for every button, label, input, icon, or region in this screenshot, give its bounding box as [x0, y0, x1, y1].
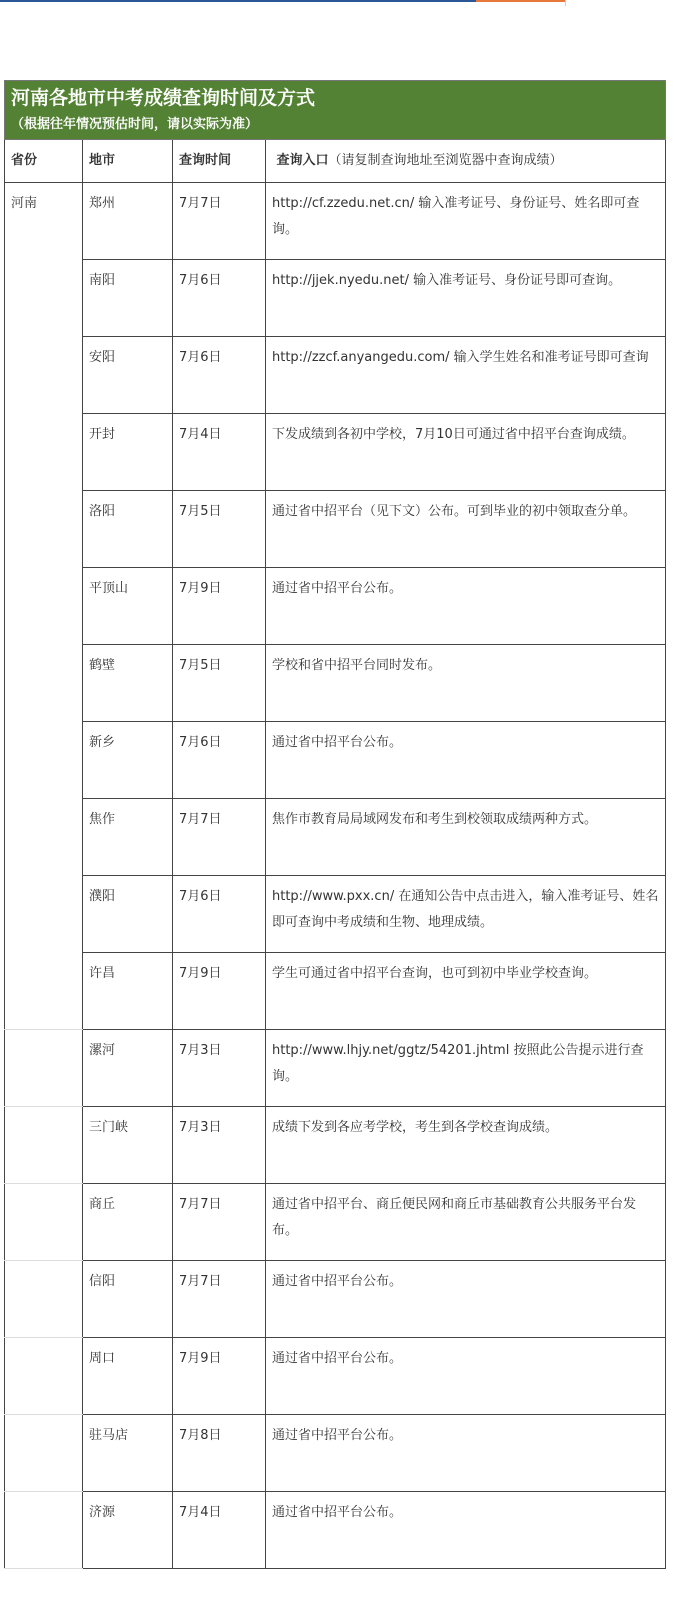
- city-cell: 平顶山: [83, 568, 173, 645]
- entry-cell: 通过省中招平台公布。: [266, 722, 666, 799]
- table-row: [5, 1492, 666, 1569]
- entry-cell: 焦作市教育局局域网发布和考生到校领取成绩两种方式。: [266, 799, 666, 876]
- city-cell: 鹤壁: [83, 645, 173, 722]
- table-row: [5, 953, 666, 1030]
- time-cell: 7月6日: [173, 337, 266, 414]
- score-query-table: [4, 80, 666, 1569]
- province-cell-empty: [5, 1261, 83, 1338]
- province-cell-empty: [5, 1184, 83, 1261]
- table-row: [5, 491, 666, 568]
- time-cell: 7月6日: [173, 260, 266, 337]
- entry-cell: http://www.lhjy.net/ggtz/54201.jhtml 按照此公告提示进行查询。: [266, 1030, 666, 1107]
- province-cell-empty: [5, 1338, 83, 1415]
- province-cell-empty: [5, 1107, 83, 1184]
- table-title: 河南各地市中考成绩查询时间及方式: [11, 87, 316, 109]
- table-row: [5, 876, 666, 953]
- top-accent-bar-orange: [476, 0, 565, 2]
- time-cell: 7月3日: [173, 1030, 266, 1107]
- time-cell: 7月5日: [173, 645, 266, 722]
- time-cell: 7月7日: [173, 1261, 266, 1338]
- province-cell-empty: [5, 1030, 83, 1107]
- table-row: [5, 337, 666, 414]
- city-cell: 郑州: [83, 183, 173, 260]
- entry-cell: 通过省中招平台（见下文）公布。可到毕业的初中领取查分单。: [266, 491, 666, 568]
- entry-cell: 下发成绩到各初中学校，7月10日可通过省中招平台查询成绩。: [266, 414, 666, 491]
- divider: [565, 0, 566, 6]
- city-cell: 濮阳: [83, 876, 173, 953]
- time-cell: 7月4日: [173, 414, 266, 491]
- entry-cell: 通过省中招平台、商丘便民网和商丘市基础教育公共服务平台发布。: [266, 1184, 666, 1261]
- entry-cell: http://zzcf.anyangedu.com/ 输入学生姓名和准考证号即可查询: [266, 337, 666, 414]
- city-cell: 安阳: [83, 337, 173, 414]
- header-entry-label: 查询入口: [276, 153, 329, 168]
- city-cell: 许昌: [83, 953, 173, 1030]
- table-title-row: [5, 81, 666, 140]
- time-cell: 7月9日: [173, 1338, 266, 1415]
- table-row: [5, 183, 666, 260]
- time-cell: 7月9日: [173, 568, 266, 645]
- entry-cell: http://jjek.nyedu.net/ 输入准考证号、身份证号即可查询。: [266, 260, 666, 337]
- header-entry-note: （请复制查询地址至浏览器中查询成绩）: [328, 153, 563, 168]
- table-subtitle: （根据往年情况预估时间，请以实际为准）: [11, 117, 259, 132]
- table-row: [5, 568, 666, 645]
- time-cell: 7月7日: [173, 1184, 266, 1261]
- table-row: [5, 1107, 666, 1184]
- city-cell: 信阳: [83, 1261, 173, 1338]
- province-cell-empty: [5, 1492, 83, 1569]
- entry-cell: 通过省中招平台公布。: [266, 568, 666, 645]
- time-cell: 7月6日: [173, 876, 266, 953]
- province-cell: 河南: [5, 183, 83, 1030]
- entry-cell: http://www.pxx.cn/ 在通知公告中点击进入，输入准考证号、姓名即可查询中考成绩和生物、地理成绩。: [266, 876, 666, 953]
- entry-cell: http://cf.zzedu.net.cn/ 输入准考证号、身份证号、姓名即可查询。: [266, 183, 666, 260]
- time-cell: 7月8日: [173, 1415, 266, 1492]
- time-cell: 7月4日: [173, 1492, 266, 1569]
- time-cell: 7月3日: [173, 1107, 266, 1184]
- table-row: [5, 1415, 666, 1492]
- province-cell-empty: [5, 1415, 83, 1492]
- header-province: 省份: [5, 140, 83, 183]
- entry-cell: 通过省中招平台公布。: [266, 1261, 666, 1338]
- city-cell: 漯河: [83, 1030, 173, 1107]
- header-entry: [266, 140, 666, 183]
- city-cell: 焦作: [83, 799, 173, 876]
- time-cell: 7月7日: [173, 799, 266, 876]
- city-cell: 驻马店: [83, 1415, 173, 1492]
- entry-cell: 通过省中招平台公布。: [266, 1338, 666, 1415]
- city-cell: 南阳: [83, 260, 173, 337]
- city-cell: 济源: [83, 1492, 173, 1569]
- table-row: [5, 1030, 666, 1107]
- entry-cell: 通过省中招平台公布。: [266, 1415, 666, 1492]
- table-row: [5, 414, 666, 491]
- city-cell: 商丘: [83, 1184, 173, 1261]
- table-row: [5, 1184, 666, 1261]
- table-row: [5, 722, 666, 799]
- city-cell: 三门峡: [83, 1107, 173, 1184]
- entry-cell: 成绩下发到各应考学校，考生到各学校查询成绩。: [266, 1107, 666, 1184]
- time-cell: 7月7日: [173, 183, 266, 260]
- city-cell: 洛阳: [83, 491, 173, 568]
- city-cell: 周口: [83, 1338, 173, 1415]
- table-row: [5, 645, 666, 722]
- city-cell: 新乡: [83, 722, 173, 799]
- city-cell: 开封: [83, 414, 173, 491]
- entry-cell: 学生可通过省中招平台查询，也可到初中毕业学校查询。: [266, 953, 666, 1030]
- entry-cell: 通过省中招平台公布。: [266, 1492, 666, 1569]
- top-accent-bar: [0, 0, 476, 2]
- entry-cell: 学校和省中招平台同时发布。: [266, 645, 666, 722]
- table-header-row: [5, 140, 666, 183]
- time-cell: 7月9日: [173, 953, 266, 1030]
- header-city: 地市: [83, 140, 173, 183]
- table-row: [5, 799, 666, 876]
- table-row: [5, 1338, 666, 1415]
- header-time: 查询时间: [173, 140, 266, 183]
- table-row: [5, 1261, 666, 1338]
- time-cell: 7月5日: [173, 491, 266, 568]
- time-cell: 7月6日: [173, 722, 266, 799]
- table-row: [5, 260, 666, 337]
